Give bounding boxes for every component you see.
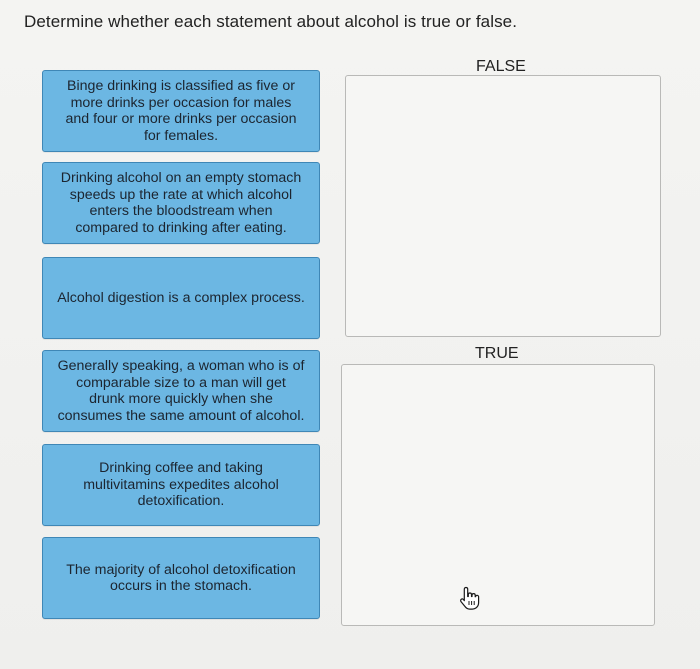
question-prompt: Determine whether each statement about alcohol is true or false. bbox=[24, 12, 518, 31]
true-zone-label: TRUE bbox=[475, 345, 519, 362]
statement-card-3[interactable] bbox=[42, 257, 320, 339]
false-drop-zone[interactable] bbox=[345, 75, 661, 337]
statement-text: Binge drinking is classified as five or more drinks per occasion for males and four or more drinks per occasion for females. bbox=[65, 78, 297, 144]
hand-pointer-icon bbox=[458, 585, 482, 611]
statement-text: Drinking coffee and taking multivitamins expedites alcohol detoxification. bbox=[83, 460, 279, 510]
statement-text: Drinking alcohol on an empty stomach speeds up the rate at which alcohol enters the bloodstream when compared to drinking after eating. bbox=[60, 170, 302, 236]
statement-text: Alcohol digestion is a complex process. bbox=[57, 289, 305, 306]
statement-text: Generally speaking, a woman who is of comparable size to a man will get drunk more quickly when she consumes the same amount of alcohol. bbox=[57, 358, 305, 424]
statement-card-6[interactable] bbox=[42, 537, 320, 619]
statement-card-2[interactable] bbox=[42, 162, 320, 244]
statement-card-5[interactable] bbox=[42, 444, 320, 526]
false-zone-label: FALSE bbox=[476, 58, 526, 75]
statement-card-1[interactable] bbox=[42, 70, 320, 152]
true-drop-zone[interactable] bbox=[341, 364, 655, 626]
statement-text: The majority of alcohol detoxification occurs in the stomach. bbox=[66, 561, 296, 594]
statement-card-4[interactable] bbox=[42, 350, 320, 432]
